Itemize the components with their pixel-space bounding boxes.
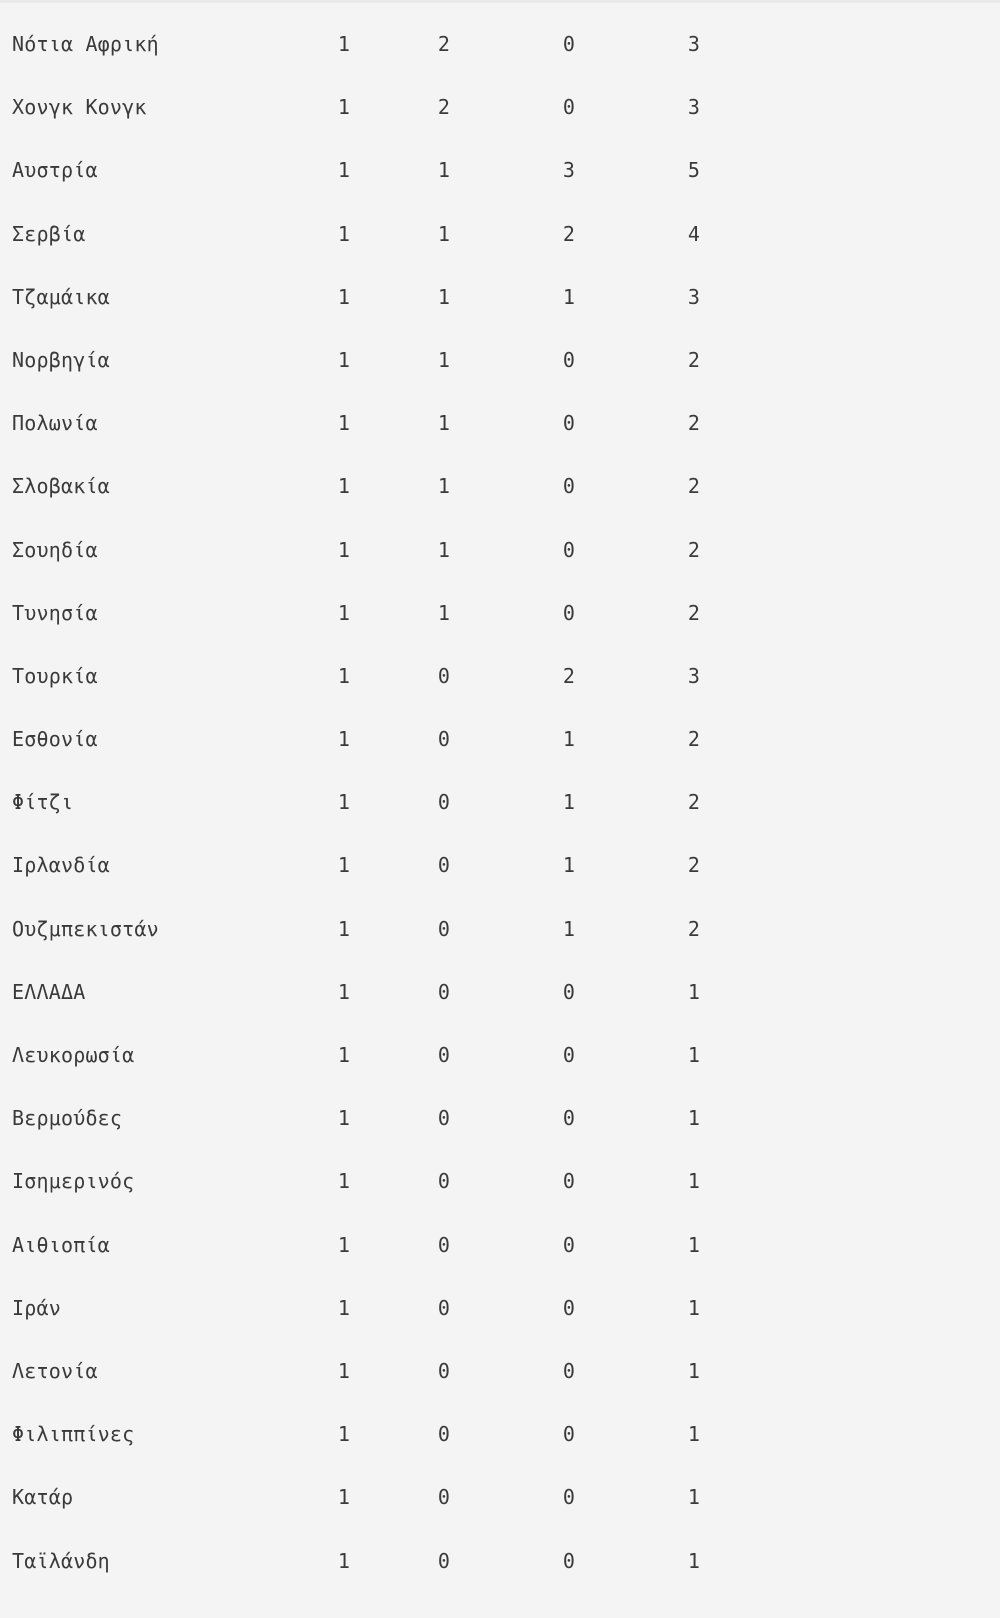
total-count: 1 — [687, 1485, 701, 1510]
total-count: 2 — [687, 411, 701, 436]
country-name: Λευκορωσία — [12, 1043, 135, 1067]
silver-count: 0 — [437, 853, 451, 878]
country-name: Ισημερινός — [12, 1169, 135, 1194]
table-row — [0, 1346, 1000, 1409]
medal-table — [0, 19, 1000, 1599]
table-row — [0, 272, 1000, 335]
silver-count: 0 — [437, 1422, 451, 1447]
table-row — [0, 714, 1000, 777]
country-name: Σουηδία — [12, 537, 98, 562]
bronze-count: 0 — [562, 1232, 576, 1257]
bronze-count: 0 — [562, 979, 576, 1004]
bronze-count: 1 — [562, 853, 576, 878]
total-count: 1 — [687, 1106, 701, 1131]
gold-count: 1 — [337, 1358, 351, 1383]
bronze-count: 0 — [562, 1295, 576, 1320]
silver-count: 1 — [437, 537, 451, 562]
gold-count: 1 — [337, 1295, 351, 1320]
table-row — [0, 398, 1000, 461]
bronze-count: 1 — [562, 916, 576, 941]
total-count: 1 — [687, 1295, 701, 1320]
table-row — [0, 904, 1000, 967]
total-count: 4 — [687, 221, 701, 246]
bronze-count: 3 — [562, 158, 576, 183]
total-count: 1 — [687, 979, 701, 1004]
bronze-count: 1 — [562, 284, 576, 309]
gold-count: 1 — [337, 790, 351, 815]
total-count: 2 — [687, 347, 701, 372]
total-count: 5 — [687, 158, 701, 183]
total-count: 3 — [687, 284, 701, 309]
silver-count: 0 — [437, 1485, 451, 1510]
table-row — [0, 1093, 1000, 1156]
table-row — [0, 1409, 1000, 1472]
country-name: Ιρλανδία — [12, 853, 110, 878]
table-row — [0, 461, 1000, 524]
total-count: 2 — [687, 916, 701, 941]
bronze-count: 0 — [562, 600, 576, 625]
total-count: 3 — [687, 663, 701, 688]
table-row — [0, 209, 1000, 272]
total-count: 1 — [687, 1169, 701, 1194]
country-name: Τουρκία — [12, 663, 98, 688]
silver-count: 1 — [437, 474, 451, 499]
silver-count: 0 — [437, 790, 451, 815]
silver-count: 2 — [437, 95, 451, 120]
gold-count: 1 — [337, 158, 351, 183]
bronze-count: 0 — [562, 32, 576, 56]
country-name: Αυστρία — [12, 158, 98, 183]
table-row — [0, 651, 1000, 714]
gold-count: 1 — [337, 1422, 351, 1447]
country-name: Ταϊλάνδη — [12, 1548, 110, 1573]
total-count: 2 — [687, 727, 701, 752]
gold-count: 1 — [337, 1232, 351, 1257]
country-name: Πολωνία — [12, 411, 98, 436]
silver-count: 0 — [437, 727, 451, 752]
top-divider — [0, 0, 1000, 3]
bronze-count: 0 — [562, 95, 576, 120]
gold-count: 1 — [337, 221, 351, 246]
gold-count: 1 — [337, 347, 351, 372]
bronze-count: 0 — [562, 347, 576, 372]
table-row — [0, 1030, 1000, 1093]
country-name: Σλοβακία — [12, 474, 110, 499]
total-count: 3 — [687, 32, 701, 56]
bronze-count: 0 — [562, 1106, 576, 1131]
country-name: Τυνησία — [12, 600, 98, 625]
bronze-count: 0 — [562, 1548, 576, 1573]
silver-count: 0 — [437, 663, 451, 688]
total-count: 2 — [687, 474, 701, 499]
silver-count: 1 — [437, 158, 451, 183]
table-row — [0, 777, 1000, 840]
bronze-count: 0 — [562, 1043, 576, 1067]
country-name: ΕΛΛΑΔΑ — [12, 979, 86, 1004]
country-name: Φίτζι — [12, 790, 74, 815]
country-name: Σερβία — [12, 221, 86, 246]
total-count: 1 — [687, 1422, 701, 1447]
silver-count: 0 — [437, 1548, 451, 1573]
silver-count: 1 — [437, 347, 451, 372]
silver-count: 2 — [437, 32, 451, 56]
gold-count: 1 — [337, 1169, 351, 1194]
gold-count: 1 — [337, 916, 351, 941]
gold-count: 1 — [337, 853, 351, 878]
gold-count: 1 — [337, 1548, 351, 1573]
gold-count: 1 — [337, 474, 351, 499]
country-name: Ιράν — [12, 1295, 61, 1320]
bronze-count: 2 — [562, 221, 576, 246]
table-row — [0, 19, 1000, 82]
table-row — [0, 1156, 1000, 1219]
bronze-count: 0 — [562, 1485, 576, 1510]
table-row — [0, 1536, 1000, 1599]
gold-count: 1 — [337, 727, 351, 752]
table-row — [0, 840, 1000, 903]
gold-count: 1 — [337, 537, 351, 562]
silver-count: 0 — [437, 1358, 451, 1383]
total-count: 2 — [687, 537, 701, 562]
gold-count: 1 — [337, 979, 351, 1004]
bronze-count: 0 — [562, 1169, 576, 1194]
table-row — [0, 335, 1000, 398]
gold-count: 1 — [337, 1485, 351, 1510]
bronze-count: 1 — [562, 727, 576, 752]
silver-count: 0 — [437, 1169, 451, 1194]
silver-count: 1 — [437, 411, 451, 436]
gold-count: 1 — [337, 663, 351, 688]
country-name: Αιθιοπία — [12, 1232, 110, 1257]
country-name: Βερμούδες — [12, 1106, 123, 1131]
total-count: 1 — [687, 1548, 701, 1573]
gold-count: 1 — [337, 600, 351, 625]
silver-count: 0 — [437, 1295, 451, 1320]
gold-count: 1 — [337, 32, 351, 56]
total-count: 1 — [687, 1043, 701, 1067]
country-name: Κατάρ — [12, 1485, 74, 1510]
total-count: 2 — [687, 790, 701, 815]
table-row — [0, 1283, 1000, 1346]
silver-count: 0 — [437, 979, 451, 1004]
total-count: 1 — [687, 1232, 701, 1257]
bronze-count: 1 — [562, 790, 576, 815]
country-name: Ουζμπεκιστάν — [12, 916, 159, 941]
gold-count: 1 — [337, 95, 351, 120]
table-row — [0, 145, 1000, 208]
bronze-count: 0 — [562, 474, 576, 499]
gold-count: 1 — [337, 411, 351, 436]
country-name: Λετονία — [12, 1358, 98, 1383]
country-name: Χονγκ Κονγκ — [12, 95, 147, 120]
bronze-count: 0 — [562, 1422, 576, 1447]
table-row — [0, 967, 1000, 1030]
silver-count: 1 — [437, 284, 451, 309]
total-count: 3 — [687, 95, 701, 120]
bronze-count: 2 — [562, 663, 576, 688]
total-count: 2 — [687, 600, 701, 625]
country-name: Φιλιππίνες — [12, 1422, 135, 1447]
silver-count: 0 — [437, 1043, 451, 1067]
table-row — [0, 1472, 1000, 1535]
table-row — [0, 1220, 1000, 1283]
total-count: 2 — [687, 853, 701, 878]
gold-count: 1 — [337, 1106, 351, 1131]
silver-count: 1 — [437, 600, 451, 625]
silver-count: 0 — [437, 1232, 451, 1257]
bronze-count: 0 — [562, 537, 576, 562]
table-row — [0, 525, 1000, 588]
silver-count: 0 — [437, 916, 451, 941]
country-name: Νορβηγία — [12, 347, 110, 372]
country-name: Νότια Αφρική — [12, 32, 159, 56]
gold-count: 1 — [337, 284, 351, 309]
table-row — [0, 588, 1000, 651]
bronze-count: 0 — [562, 411, 576, 436]
bronze-count: 0 — [562, 1358, 576, 1383]
silver-count: 1 — [437, 221, 451, 246]
table-row — [0, 82, 1000, 145]
silver-count: 0 — [437, 1106, 451, 1131]
country-name: Εσθονία — [12, 727, 98, 752]
gold-count: 1 — [337, 1043, 351, 1067]
total-count: 1 — [687, 1358, 701, 1383]
country-name: Τζαμάικα — [12, 284, 110, 309]
